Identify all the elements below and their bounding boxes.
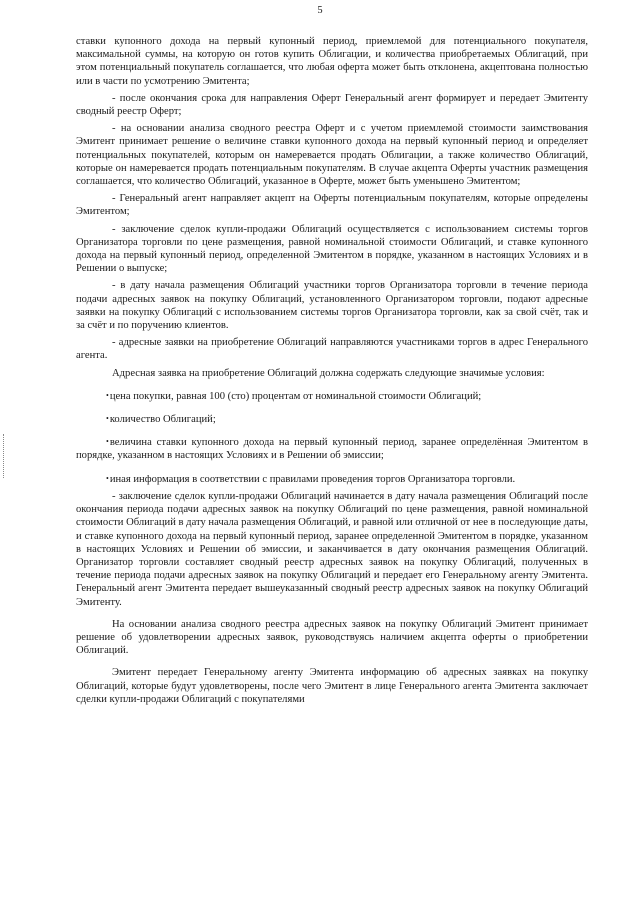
bullet-icon: • — [106, 414, 109, 424]
margin-mark — [3, 434, 6, 478]
paragraph-trade-start: - заключение сделок купли-продажи Облигаций начинается в дату начала размещения Облигаций после окончания периода подачи адресных заявок на покупку Облигаций по цене размещения, равной номинальной стоимости Облигаций в дату начала размещения Облигаций, и равной или отличной от нее в последующие даты, и ставке купонного дохода на первый купонный период, заранее определенной Эмитентом в порядке, указанном в настоящих Условиях и Решении об эмиссии, и заканчивается в дату окончания размещения Облигаций. Организатор торговли составляет сводный реестр адресных заявок на покупку Облигаций, полученных в течение периода подачи адресных заявок на покупку Облигаций и передает его Генеральному агенту Эмитента. Генеральный агент Эмитента передает вышеуказанный сводный реестр адресных заявок на покупку Облигаций Эмитенту. — [76, 490, 588, 608]
bullet-item-quantity: •количество Облигаций; — [106, 414, 216, 426]
bullet-item-price: •цена покупки, равная 100 (сто) процентам от номинальной стоимости Облигаций; — [106, 390, 482, 402]
paragraph-order-routing: - адресные заявки на приобретение Облигаций направляются участниками торгов в адрес Генерального агента. — [76, 337, 588, 362]
paragraph-trade-execution: - заключение сделок купли-продажи Облигаций осуществляется с использованием системы торгов Организатора торговли по цене размещения, равной номинальной стоимости Облигаций, и ставке купонного дохода на первый купонный период, определенной Эмитентом в порядке, указанном в настоящих Условиях и в Решении о выпуске; — [76, 223, 588, 275]
paragraph-issuer-analysis: На основании анализа сводного реестра адресных заявок на покупку Облигаций Эмитент принимает решение об удовлетворении адресных заявок, руководствуясь наличием акцепта оферты о приобретении Облигаций. — [76, 618, 588, 657]
body-text — [76, 35, 588, 710]
paragraph-order-conditions: Адресная заявка на приобретение Облигаций должна содержать следующие значимые условия: — [112, 367, 545, 379]
paragraph-acceptance: - Генеральный агент направляет акцепт на Оферты потенциальным покупателям, которые определены Эмитентом; — [76, 193, 588, 218]
paragraph-issuer-transfer: Эмитент передает Генеральному агенту Эмитента информацию об адресных заявках на покупку Облигаций, которые будут удовлетворены, после чего Эмитент в лице Генерального агента Эмитента заключает сделки купли-продажи Облигаций с покупателями — [76, 667, 588, 705]
paragraph-order-submission: - в дату начала размещения Облигаций участники торгов Организатора торговли в течение периода подачи адресных заявок на покупку Облигаций, установленного Организатором торговли, подают адресные заявки на покупку Облигаций с использованием системы торгов Организатора торговли, как за свой счёт, так и за счёт и по поручению клиентов. — [76, 280, 588, 332]
bullet-item-other-info: •иная информация в соответствии с правилами проведения торгов Организатора торговли. — [106, 473, 516, 485]
bullet-icon: • — [106, 473, 109, 483]
paragraph-offer-terms: ставки купонного дохода на первый купонный период, приемлемой для потенциального покупателя, максимальной суммы, на которую он готов купить Облигации, и количества приобретаемых Облигаций, при этом потенциальный покупатель соглашается, что любая оферта может быть отклонена, акцептована полностью или в части по усмотрению Эмитента; — [76, 36, 588, 87]
page-number: 5 — [317, 5, 323, 16]
bullet-icon: • — [106, 390, 109, 400]
bullet-item-coupon-rate: •величина ставки купонного дохода на первый купонный период, заранее определённая Эмитентом в порядке, указанном в настоящих Условиях и в Решении об эмиссии; — [76, 437, 588, 462]
paragraph-issuer-decision: - на основании анализа сводного реестра Оферт и с учетом приемлемой стоимости заимствования Эмитент принимает решение о величине ставки купонного дохода на первый купонный период и определяет потенциальных покупателей, которым он намеревается продать Облигации, а также количество Облигаций, которые он намеревается продать потенциальным покупателям. В случае акцепта Оферты участник размещения соглашается, что количество Облигаций, указанное в Оферте, может быть уменьшено Эмитентом; — [76, 123, 588, 188]
bullet-icon: • — [106, 437, 109, 447]
paragraph-general-agent-registry: - после окончания срока для направления Оферт Генеральный агент формирует и передает Эмитенту сводный реестр Оферт; — [76, 92, 588, 118]
